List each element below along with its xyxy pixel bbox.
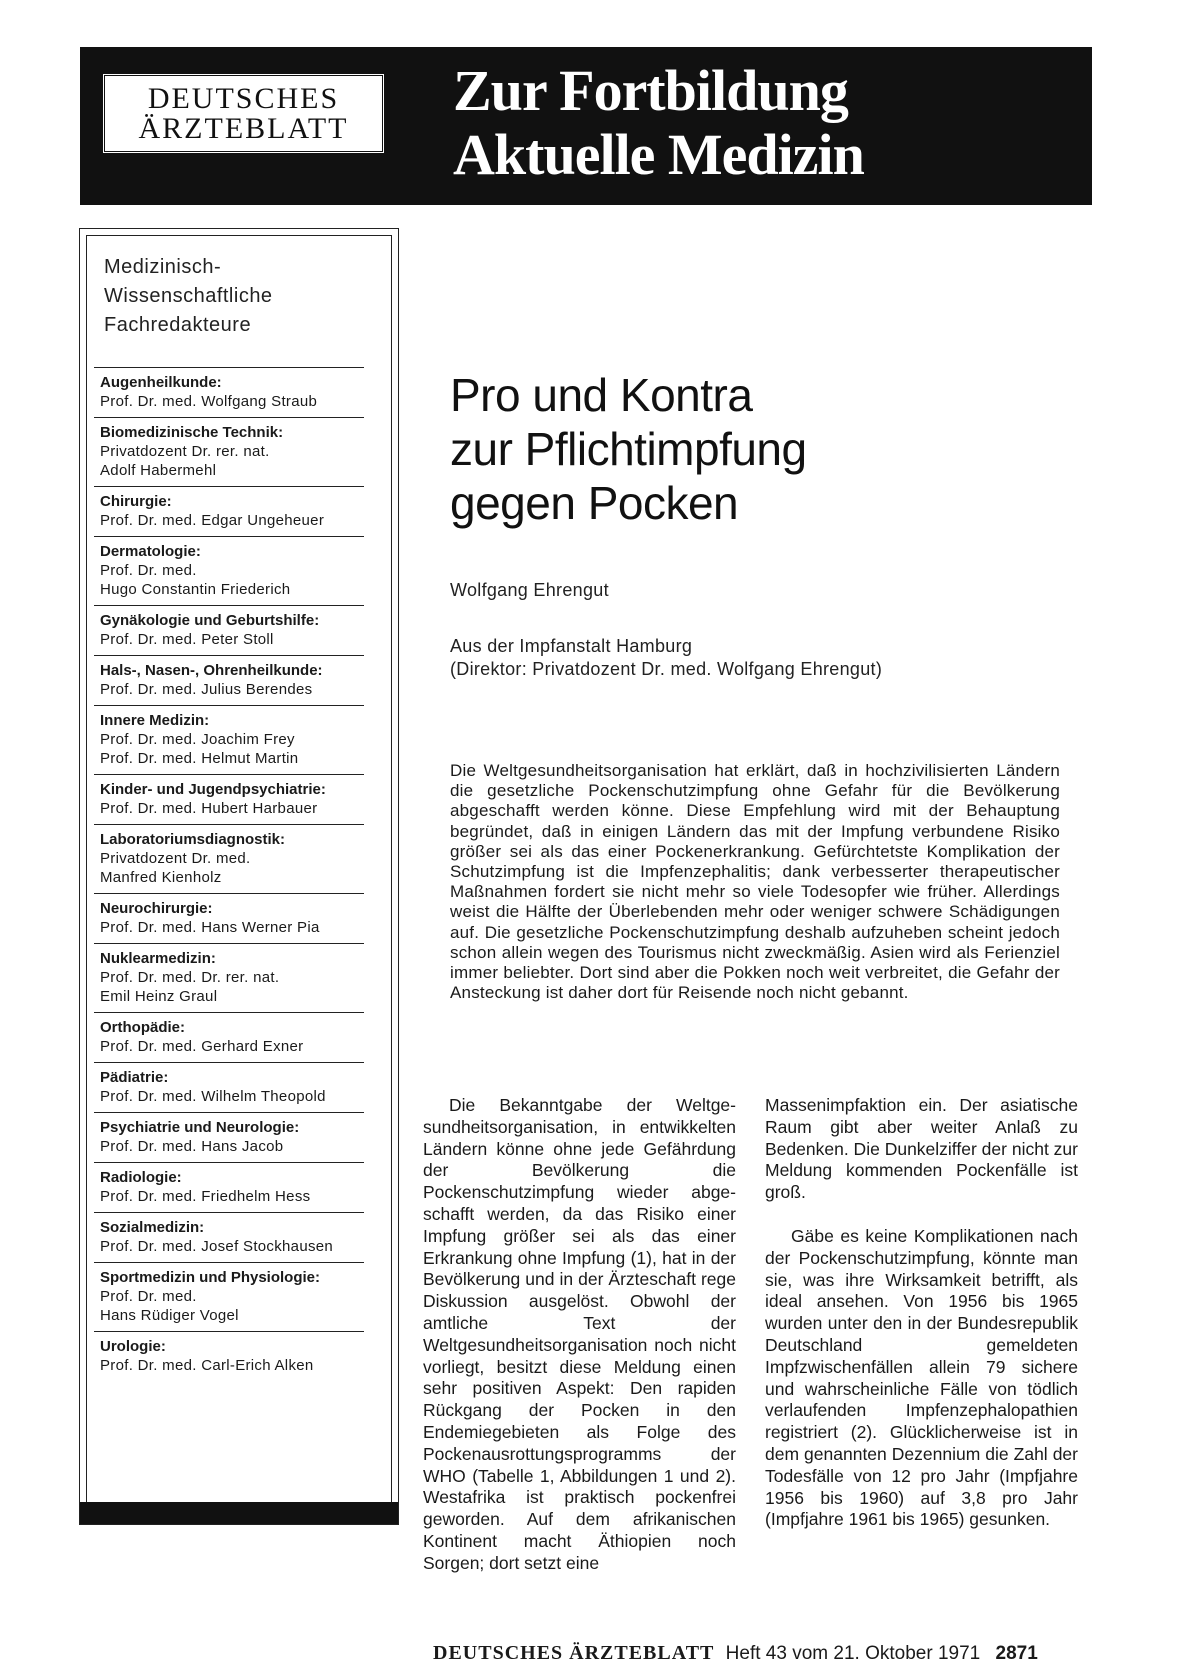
editor-name: Prof. Dr. med. Dr. rer. nat.: [100, 969, 280, 986]
editor-field: Innere Medizin:: [100, 712, 210, 729]
sidebar-heading: [104, 253, 273, 340]
editor-field: Nuklearmedizin:: [100, 950, 216, 967]
editor-name: Prof. Dr. med. Josef Stockhausen: [100, 1238, 334, 1255]
editor-name: Prof. Dr. med. Edgar Ungeheuer: [100, 512, 325, 529]
editor-field: Neurochirurgie:: [100, 900, 213, 917]
editor-name: Prof. Dr. med. Hans Werner Pia: [100, 919, 320, 936]
sidebar-bottom-bar: [80, 1502, 398, 1524]
sidebar-heading-line: Wissenschaftliche: [104, 285, 273, 307]
footer-issue: Heft 43 vom 21. Oktober 1971: [725, 1643, 981, 1664]
article-title: [450, 368, 807, 530]
editor-field: Augenheilkunde:: [100, 374, 222, 391]
editor-field: Hals-, Nasen-, Ohrenheilkunde:: [100, 662, 323, 679]
editor-name: Privatdozent Dr. rer. nat.: [100, 443, 270, 460]
editor-entry: [94, 1062, 364, 1112]
footer-journal: DEUTSCHES ÄRZTEBLATT: [433, 1642, 715, 1664]
editor-entry: [94, 417, 364, 486]
editor-entry: [94, 705, 364, 774]
sidebar-heading-line: Fachredakteure: [104, 314, 252, 336]
editor-field: Pädiatrie:: [100, 1069, 169, 1086]
author-name: Wolfgang Ehrengut: [450, 580, 609, 600]
affiliation-line-1: Aus der Impfanstalt Hamburg: [450, 636, 693, 656]
editor-name: Prof. Dr. med. Helmut Martin: [100, 750, 299, 767]
logo-line-2: ÄRZTEBLATT: [138, 111, 349, 145]
body-paragraph: Gäbe es keine Komplikationen nach der Pockenschutzimpfung, könnte man sie, was ihre Wirksamkeit betrifft, als ideal ansehen. Von 1956 bis 1965 wurden unter den in der Bundesrepublik Deutschland gemeldeten Impfzwischenfällen allein 79 sichere und wahrscheinliche Fälle von tödlich verlaufenden Impfenzephalopathien registriert (2). Glücklicherweise ist in dem genannten Dezennium die Zahl der Todesfälle von 12 pro Jahr (Impfjahre 1956 bis 1960) auf 3,8 pro Jahr (Impfjahre 1961 bis 1965) gesunken.: [765, 1225, 1078, 1530]
editor-entry: [94, 655, 364, 705]
editor-name: Prof. Dr. med. Hubert Harbauer: [100, 800, 318, 817]
editor-entry: [94, 1112, 364, 1162]
article-title-line: gegen Pocken: [450, 477, 739, 529]
editor-name: Prof. Dr. med. Hans Jacob: [100, 1138, 284, 1155]
editor-field: Sozialmedizin:: [100, 1219, 205, 1236]
affiliation: [450, 635, 882, 681]
editor-field: Radiologie:: [100, 1169, 182, 1186]
affiliation-line-2: (Direktor: Privatdozent Dr. med. Wolfgang Ehrengut): [450, 659, 883, 679]
editor-name: Hans Rüdiger Vogel: [100, 1307, 239, 1324]
editor-name: Manfred Kienholz: [100, 869, 222, 886]
header-banner: [80, 47, 1092, 205]
editor-name: Prof. Dr. med. Peter Stoll: [100, 631, 274, 648]
editor-entry: [94, 824, 364, 893]
editor-field: Laboratoriumsdiagnostik:: [100, 831, 286, 848]
editor-entry: [94, 605, 364, 655]
body-column-1: [423, 1095, 736, 1575]
editor-name: Emil Heinz Graul: [100, 988, 218, 1005]
editor-field: Sportmedizin und Physiologie:: [100, 1269, 321, 1286]
page-footer: [433, 1642, 1038, 1665]
section-title: [453, 59, 864, 187]
editor-entry: [94, 536, 364, 605]
article-title-line: Pro und Kontra: [450, 369, 753, 421]
editor-field: Dermatologie:: [100, 543, 201, 560]
logo-line-1: DEUTSCHES: [147, 81, 340, 115]
body-paragraph: Massenimpfaktion ein. Der asiatische Raum gibt aber weiter Anlaß zu Bedenken. Die Dunkelziffer der nicht zur Meldung kommenden Pockenfälle ist groß.: [765, 1095, 1078, 1203]
editor-field: Orthopädie:: [100, 1019, 185, 1036]
editor-name: Prof. Dr. med. Carl-Erich Alken: [100, 1357, 314, 1374]
section-title-line-2: Aktuelle Medizin: [453, 122, 864, 187]
editor-field: Urologie:: [100, 1338, 166, 1355]
editor-entry: [94, 943, 364, 1012]
editor-name: Prof. Dr. med.: [100, 1288, 197, 1305]
editor-entry: [94, 1331, 364, 1381]
editor-field: Chirurgie:: [100, 493, 172, 510]
editor-entry: [94, 774, 364, 824]
editor-name: Prof. Dr. med.: [100, 562, 197, 579]
editor-name: Hugo Constantin Friederich: [100, 581, 291, 598]
page-number: 2871: [995, 1643, 1038, 1664]
editor-entry: [94, 893, 364, 943]
editor-entry: [94, 1012, 364, 1062]
editor-name: Prof. Dr. med. Gerhard Exner: [100, 1038, 304, 1055]
editors-sidebar: [79, 228, 399, 1525]
editor-name: Prof. Dr. med. Wilhelm Theopold: [100, 1088, 326, 1105]
body-column-2: [765, 1095, 1078, 1531]
editor-name: Prof. Dr. med. Friedhelm Hess: [100, 1188, 311, 1205]
editor-field: Kinder- und Jugendpsychiatrie:: [100, 781, 326, 798]
body-paragraph: Die Bekanntgabe der Weltgesundheitsorganisation, in entwikkelten Ländern könne ohne jede Gefährdung der Bevölkerung die Pockenschutzimpfung wieder abgeschafft werden, da das Risiko einer Impfung größer sei als das einer Erkrankung ohne Impfung (1), hat in der Bevölkerung und in der Ärzteschaft rege Diskussion ausgelöst. Obwohl der amtliche Text der Weltgesundheitsorganisation noch nicht vorliegt, besitzt diese Meldung einen sehr positiven Aspekt: Den rapiden Rückgang der Pocken in den Endemiegebieten als Folge des Pockenausrottungsprogramms der WHO (Tabelle 1, Abbildungen 1 und 2). Westafrika ist praktisch pockenfrei geworden. Auf dem afrikanischen Kontinent macht Äthiopien noch Sorgen; dort setzt eine: [423, 1095, 736, 1573]
section-title-line-1: Zur Fortbildung: [453, 58, 848, 123]
editor-field: Biomedizinische Technik:: [100, 424, 284, 441]
sidebar-heading-line: Medizinisch-: [104, 256, 222, 278]
abstract: Die Weltgesundheitsorganisation hat erklärt, daß in hochzivilisierten Ländern die gesetzliche Pockenschutzimpfung ohne Gefahr für die Bevölkerung abgeschafft werden könne. Diese Empfehlung wird mit der Behauptung begründet, daß in einigen Ländern das mit der Impfung verbundene Risiko größer sei als das einer Pockenerkrankung. Gefürchtetste Komplikation der Schutzimpfung ist die Impfenzephalitis; dank verbesserter therapeutischer Maßnahmen fordert sie nicht mehr so viele Todesopfer wie früher. Allerdings weist die Hälfte der Überlebenden mehr oder weniger schwere Schädigungen auf. Die gesetzliche Pockenschutzimpfung deshalb aufzuheben scheint jedoch schon allein wegen des Tourismus nicht zweckmäßig. Asien wird als Ferienziel immer beliebter. Dort sind aber die Pokken noch weit verbreitet, die Gefahr der Ansteckung ist daher dort für Reisende noch nicht gebannt.: [450, 761, 1060, 1003]
article-title-line: zur Pflichtimpfung: [450, 423, 807, 475]
editor-field: Gynäkologie und Geburtshilfe:: [100, 612, 320, 629]
editor-entry: [94, 1162, 364, 1212]
editor-name: Prof. Dr. med. Wolfgang Straub: [100, 393, 318, 410]
editor-list: [94, 367, 364, 1381]
editor-name: Privatdozent Dr. med.: [100, 850, 251, 867]
editor-entry: [94, 1212, 364, 1262]
editor-name: Prof. Dr. med. Joachim Frey: [100, 731, 295, 748]
editor-entry: [94, 367, 364, 417]
editor-entry: [94, 1262, 364, 1331]
journal-logo: [102, 73, 385, 154]
editor-name: Adolf Habermehl: [100, 462, 217, 479]
editor-name: Prof. Dr. med. Julius Berendes: [100, 681, 313, 698]
editor-entry: [94, 486, 364, 536]
editor-field: Psychiatrie und Neurologie:: [100, 1119, 300, 1136]
